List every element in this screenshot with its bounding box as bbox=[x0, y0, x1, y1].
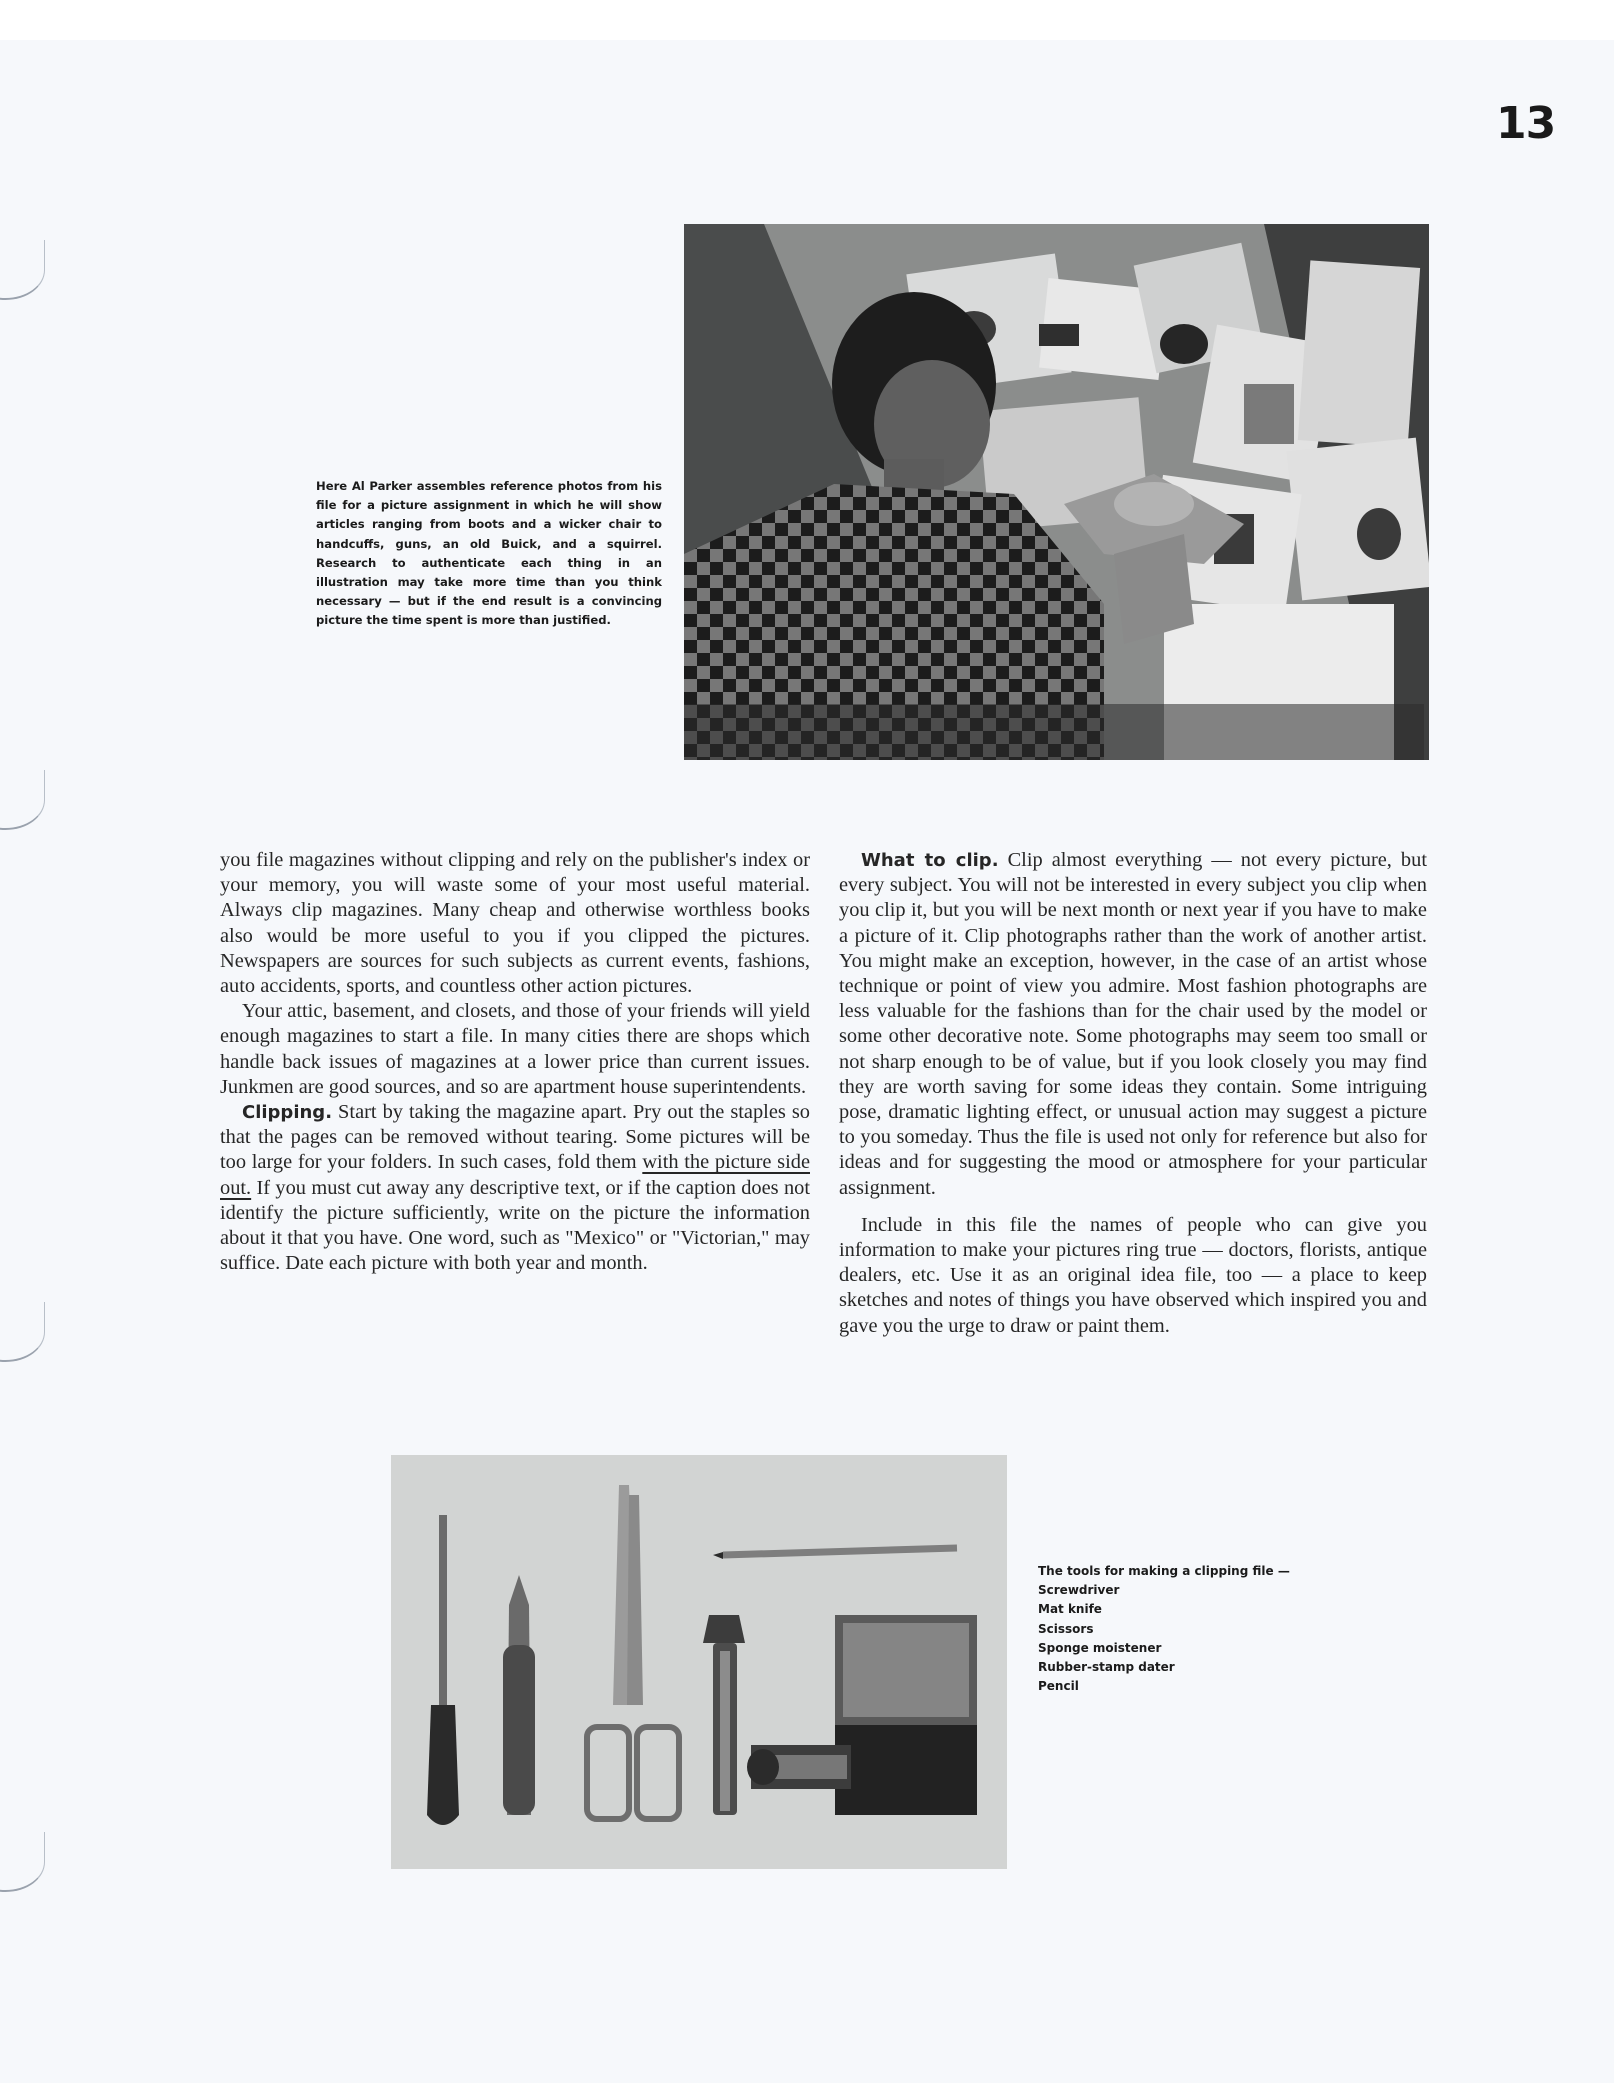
top-photo-caption: Here Al Parker assembles reference photos from his file for a picture assignment in which he will show articles ranging from boots and a wicker chair to handcuffs, guns, an old Buick, and a squirrel. Research to authenticate each thing in an illustration may take more time than you think necessary — but if the end result is a convincing picture the time spent is more than justified. bbox=[316, 479, 662, 628]
caption-line: Mat knife bbox=[1038, 1602, 1102, 1617]
paragraph: Your attic, basement, and closets, and those of your friends will yield enough magazines to start a file. In many cities there are shops which handle back issues of magazines at a lower price than current issues. Junkmen are good sources, and so are apartment house superintendents. bbox=[220, 1000, 810, 1098]
paragraph-text: Start by taking the magazine apart. Pry out the staples so that the pages can be removed without tearing. Some pictures will be too large for your folders. In such cases, fold them bbox=[220, 1101, 810, 1174]
paragraph-text: Clip almost everything — not every picture, but every subject. You will not be interested in every subject you clip when you clip it, but you will be next month or next year if you have to make a picture of it. Clip photographs rather than the work of another artist. You might make an exception, however, in the case of an artist whose technique or point of view you admire. Most fashion photographs are less valuable for the fashions than for the chair used by the model or some other decorative note. Some photographs may seem too small or not sharp enough to be of value, but if you look closely you may find they are worth saving for some ideas they contain. Some intriguing pose, dramatic lighting effect, or unusual action may suggest a picture to you someday. Thus the file is used not only for reference but also for ideas and for suggesting the mood or atmosphere for your particular assignment. bbox=[839, 849, 1427, 1199]
bottom-photo-caption bbox=[1038, 1562, 1358, 1696]
paragraph-clipping bbox=[220, 1100, 810, 1276]
binder-hole bbox=[0, 1832, 45, 1892]
caption-line: Screwdriver bbox=[1038, 1583, 1120, 1598]
underlined-phrase: with the picture side out. bbox=[220, 1151, 810, 1199]
page-number: 13 bbox=[1496, 98, 1556, 149]
paragraph-text: If you must cut away any descriptive text, or if the caption does not identify the picture sufficiently, write on the picture the information about it that you have. One word, such as "Mexico" or "Victorian," may suffice. Date each picture with both year and month. bbox=[220, 1176, 810, 1275]
run-in-heading: What to clip. bbox=[861, 850, 999, 871]
paragraph: Include in this file the names of people who can give you information to make your pictures ring true — doctors, florists, antique dealers, etc. Use it as an original idea file, too — a place to keep sketches and notes of things you have observed which inspired you and gave you the urge to draw or paint them. bbox=[839, 1213, 1427, 1337]
caption-line: Pencil bbox=[1038, 1679, 1079, 1694]
caption-line: Rubber-stamp dater bbox=[1038, 1660, 1175, 1675]
right-text-column bbox=[839, 848, 1427, 1339]
paragraph: you file magazines without clipping and rely on the publisher's index or your memory, you will waste some of your most useful material. Always clip magazines. Many cheap and otherwise worthless books also would be more useful to you if you clipped the pictures. Newspapers are sources for such subjects as current events, fashions, auto accidents, sports, and countless other action pictures. bbox=[220, 849, 810, 998]
screwdriver-icon bbox=[439, 1515, 447, 1705]
paragraph-what-to-clip bbox=[839, 848, 1427, 1201]
caption-line: The tools for making a clipping file — bbox=[1038, 1564, 1290, 1578]
photo-artist-with-clippings bbox=[684, 224, 1429, 760]
caption-line: Scissors bbox=[1038, 1621, 1094, 1636]
caption-line: Sponge moistener bbox=[1038, 1640, 1162, 1655]
left-text-column bbox=[220, 848, 810, 1276]
binder-hole bbox=[0, 1302, 45, 1362]
photo-clipping-tools bbox=[391, 1455, 1007, 1869]
binder-hole bbox=[0, 770, 45, 830]
binder-hole bbox=[0, 240, 45, 300]
run-in-heading: Clipping. bbox=[242, 1102, 333, 1124]
